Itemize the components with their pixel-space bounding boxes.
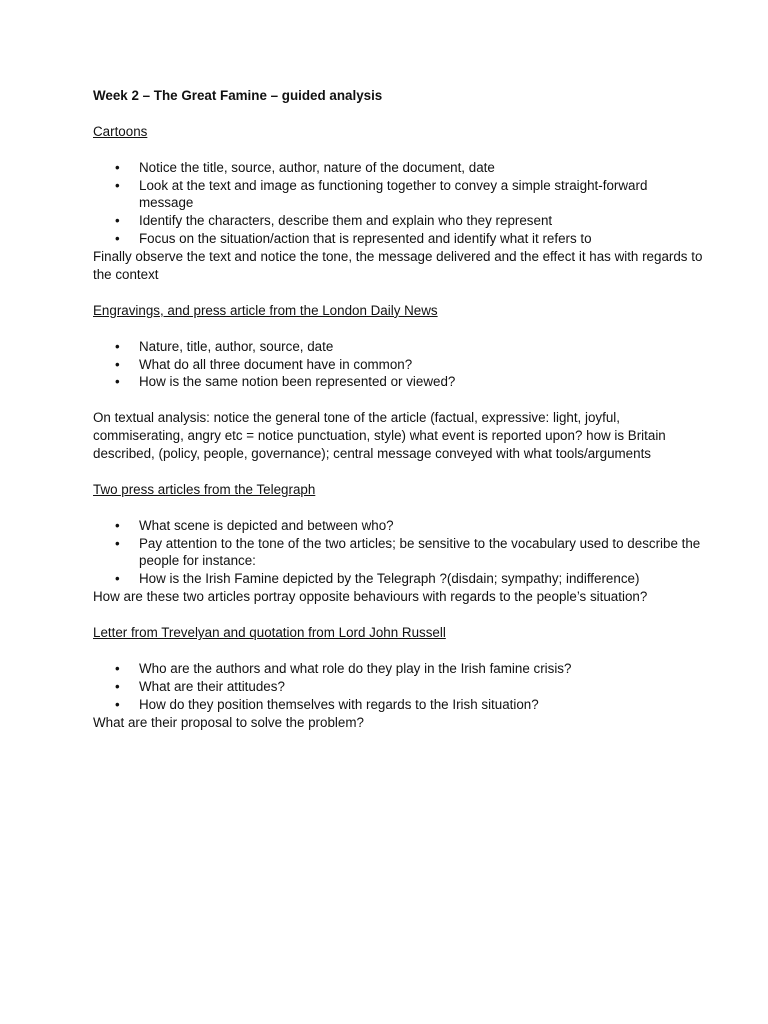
- list-item-text: Notice the title, source, author, nature of the document, date: [139, 159, 495, 175]
- bullet-list-telegraph: [93, 517, 703, 589]
- section-heading-cartoons: Cartoons: [93, 123, 148, 139]
- document-title: Week 2 – The Great Famine – guided analysis: [93, 88, 383, 103]
- list-item: [93, 338, 703, 356]
- spacer: [93, 463, 703, 481]
- section-heading-trevelyan: Letter from Trevelyan and quotation from Lord John Russell: [93, 625, 446, 641]
- bullet-glyph: •: [115, 678, 120, 694]
- list-item-text: Pay attention to the tone of the two articles; be sensitive to the vocabulary used to describe the people for instance:: [139, 535, 701, 569]
- bullet-glyph: •: [115, 213, 120, 229]
- list-item: [93, 660, 703, 678]
- section-note-telegraph: How are these two articles portray opposite behaviours with regards to the people’s situation?: [93, 589, 648, 605]
- bullet-glyph: •: [115, 535, 120, 551]
- list-item-text: Focus on the situation/action that is represented and identify what it refers to: [139, 231, 592, 247]
- bullet-glyph: •: [115, 159, 120, 175]
- spacer: [93, 642, 703, 660]
- list-item-text: How is the Irish Famine depicted by the Telegraph ?(disdain; sympathy; indifference): [139, 571, 640, 587]
- bullet-glyph: •: [115, 231, 120, 247]
- list-item-text: How is the same notion been represented or viewed?: [139, 374, 456, 390]
- bullet-glyph: •: [115, 177, 120, 193]
- list-item-text: What are their attitudes?: [139, 678, 285, 694]
- spacer: [93, 391, 703, 409]
- bullet-glyph: •: [115, 660, 120, 676]
- bullet-glyph: •: [115, 374, 120, 390]
- section-note-trevelyan: What are their proposal to solve the problem?: [93, 714, 364, 730]
- list-item-text: Identify the characters, describe them and explain who they represent: [139, 213, 553, 229]
- list-item-text: What do all three document have in common?: [139, 356, 413, 372]
- list-item-text: Nature, title, author, source, date: [139, 338, 334, 354]
- list-item: [93, 373, 703, 391]
- bullet-list-trevelyan: [93, 660, 703, 714]
- document-page: [93, 87, 703, 731]
- bullet-glyph: •: [115, 571, 120, 587]
- spacer: [93, 141, 703, 159]
- bullet-list-cartoons: [93, 159, 703, 249]
- spacer: [93, 320, 703, 338]
- list-item: [93, 230, 703, 248]
- list-item: [93, 177, 703, 213]
- list-item: [93, 212, 703, 230]
- list-item-text: How do they position themselves with regards to the Irish situation?: [139, 696, 539, 712]
- list-item: [93, 356, 703, 374]
- bullet-glyph: •: [115, 517, 120, 533]
- list-item: [93, 517, 703, 535]
- list-item: [93, 535, 703, 571]
- list-item: [93, 678, 703, 696]
- bullet-glyph: •: [115, 356, 120, 372]
- spacer: [93, 105, 703, 123]
- section-note-cartoons: Finally observe the text and notice the tone, the message delivered and the effect it has with regards to the context: [93, 249, 703, 283]
- list-item-text: What scene is depicted and between who?: [139, 517, 394, 533]
- list-item: [93, 159, 703, 177]
- bullet-glyph: •: [115, 696, 120, 712]
- bullet-glyph: •: [115, 338, 120, 354]
- section-heading-telegraph: Two press articles from the Telegraph: [93, 481, 316, 497]
- list-item-text: Look at the text and image as functioning together to convey a simple straight-forward message: [139, 177, 648, 211]
- bullet-list-engravings: [93, 338, 703, 392]
- textual-analysis-paragraph: On textual analysis: notice the general tone of the article (factual, expressive: light, joyful, commiserating, angry etc = notice punctuation, style) what event is reported upon? how is Britain described, (policy, people, governance); central message conveyed with what tools/arguments: [93, 410, 666, 462]
- section-heading-engravings: Engravings, and press article from the London Daily News: [93, 302, 438, 318]
- spacer: [93, 499, 703, 517]
- spacer: [93, 284, 703, 302]
- list-item-text: Who are the authors and what role do they play in the Irish famine crisis?: [139, 660, 572, 676]
- list-item: [93, 570, 703, 588]
- spacer: [93, 606, 703, 624]
- list-item: [93, 696, 703, 714]
